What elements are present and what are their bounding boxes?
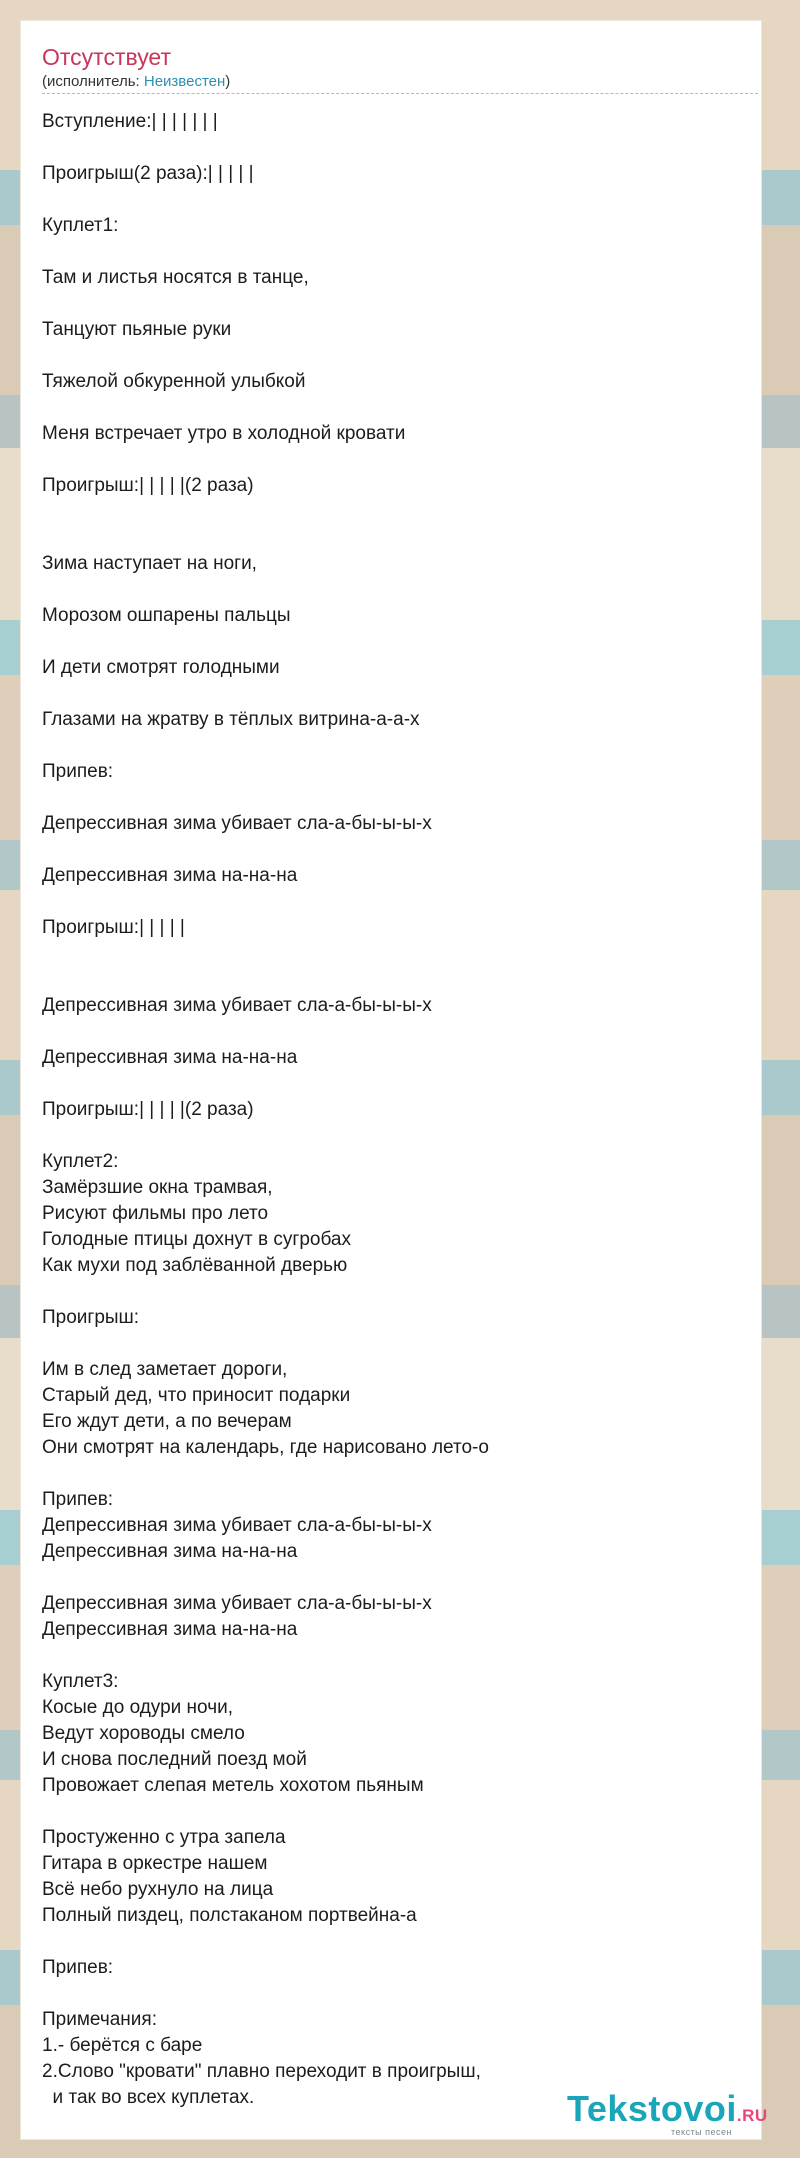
lyric-line: и так во всех куплетах. [42,2087,255,2108]
lyric-line [42,135,742,161]
lyric-line: И дети смотрят голодными [42,657,280,678]
lyric-line [42,525,742,551]
lyric-line: 1.- берётся с баре [42,2035,203,2056]
lyric-line [42,1981,742,2007]
lyric-line [42,1071,742,1097]
lyric-line [42,967,742,993]
lyric-line: Депрессивная зима убивает сла-а-бы-ы-ы-х [42,995,432,1016]
lyric-line [42,733,742,759]
lyric-line: Куплет3: [42,1671,119,1692]
lyric-line: Проигрыш:| | | | |(2 раза) [42,1099,254,1120]
logo-tagline: тексты песен [671,2127,733,2137]
artist-link[interactable]: Неизвестен [143,73,226,90]
lyric-line [42,447,742,473]
lyric-line [42,629,742,655]
lyric-line [42,1565,742,1591]
lyric-line [42,343,742,369]
lyric-line: Проигрыш:| | | | |(2 раза) [42,475,254,496]
lyric-line [42,1799,742,1825]
lyric-line [42,1019,742,1045]
lyric-line [42,1929,742,1955]
lyric-line: Простуженно с утра запела [42,1827,286,1848]
lyric-line: Припев: [42,1957,114,1978]
lyric-line: Тяжелой обкуренной улыбкой [42,371,306,392]
lyric-line: Проигрыш:| | | | | [42,917,185,938]
logo-tld: .RU [736,2106,768,2125]
lyric-line: Припев: [42,1489,114,1510]
lyric-line: Проигрыш: [42,1307,140,1328]
lyric-line: Депрессивная зима убивает сла-а-бы-ы-ы-х [42,813,432,834]
lyric-line: Полный пиздец, полстаканом портвейна-а [42,1905,417,1926]
lyric-line: Меня встречает утро в холодной кровати [42,423,406,444]
lyric-line: Там и листья носятся в танце, [42,267,309,288]
artist-prefix: (исполнитель: [42,73,144,90]
lyric-line: Зима наступает на ноги, [42,553,257,574]
lyric-line: Депрессивная зима убивает сла-а-бы-ы-ы-х [42,1593,432,1614]
lyric-line: Всё небо рухнуло на лица [42,1879,274,1900]
lyric-line: Провожает слепая метель хохотом пьяным [42,1775,424,1796]
lyric-line: Депрессивная зима на-на-на [42,1541,298,1562]
lyric-line: Припев: [42,761,114,782]
site-logo[interactable] [567,2089,767,2139]
lyric-line: Старый дед, что приносит подарки [42,1385,351,1406]
lyric-line [42,187,742,213]
lyric-line: Танцуют пьяные руки [42,319,232,340]
lyric-line: Вступление:| | | | | | | [42,111,218,132]
lyric-line: Замёрзшие окна трамвая, [42,1177,273,1198]
lyric-line: Куплет1: [42,215,119,236]
lyric-line [42,681,742,707]
artist-line [42,73,230,91]
header-divider [42,93,758,94]
lyric-line: Косые до одури ночи, [42,1697,233,1718]
lyric-line: И снова последний поезд мой [42,1749,307,1770]
lyric-line: Депрессивная зима убивает сла-а-бы-ы-ы-х [42,1515,432,1536]
lyrics-page [21,21,768,2139]
logo-main-text: Tekstovoi [567,2088,737,2129]
lyric-line [42,1279,742,1305]
lyric-line: Морозом ошпарены пальцы [42,605,291,626]
lyric-line: Его ждут дети, а по вечерам [42,1411,292,1432]
lyric-line [42,837,742,863]
lyric-line: Депрессивная зима на-на-на [42,1619,298,1640]
lyric-line: Примечания: [42,2009,157,2030]
lyric-line [42,1461,742,1487]
lyric-line: Они смотрят на календарь, где нарисовано лето-о [42,1437,489,1458]
artist-suffix: ) [225,73,231,90]
lyric-line: Гитара в оркестре нашем [42,1853,268,1874]
lyric-line: Куплет2: [42,1151,119,1172]
lyric-line [42,1331,742,1357]
lyric-line: Рисуют фильмы про лето [42,1203,269,1224]
lyric-line: Ведут хороводы смело [42,1723,245,1744]
lyric-line: Им в след заметает дороги, [42,1359,288,1380]
lyric-line [42,785,742,811]
logo-wordmark [567,2089,768,2136]
lyric-line: Депрессивная зима на-на-на [42,1047,298,1068]
lyric-line [42,395,742,421]
lyric-line [42,291,742,317]
lyric-line [42,889,742,915]
lyric-line: Проигрыш(2 раза):| | | | | [42,163,254,184]
lyric-line [42,239,742,265]
lyric-line [42,1123,742,1149]
lyric-line [42,941,742,967]
lyric-line: Глазами на жратву в тёплых витрина-а-а-х [42,709,420,730]
lyric-line: Как мухи под заблёванной дверью [42,1255,348,1276]
song-title: Отсутствует [42,44,171,70]
lyric-line: Депрессивная зима на-на-на [42,865,298,886]
lyric-line [42,499,742,525]
lyric-line [42,577,742,603]
lyric-line [42,1643,742,1669]
lyric-line: Голодные птицы дохнут в сугробах [42,1229,351,1250]
lyric-line: 2.Слово "кровати" плавно переходит в проигрыш, [42,2061,481,2082]
lyrics-text [42,109,742,2111]
